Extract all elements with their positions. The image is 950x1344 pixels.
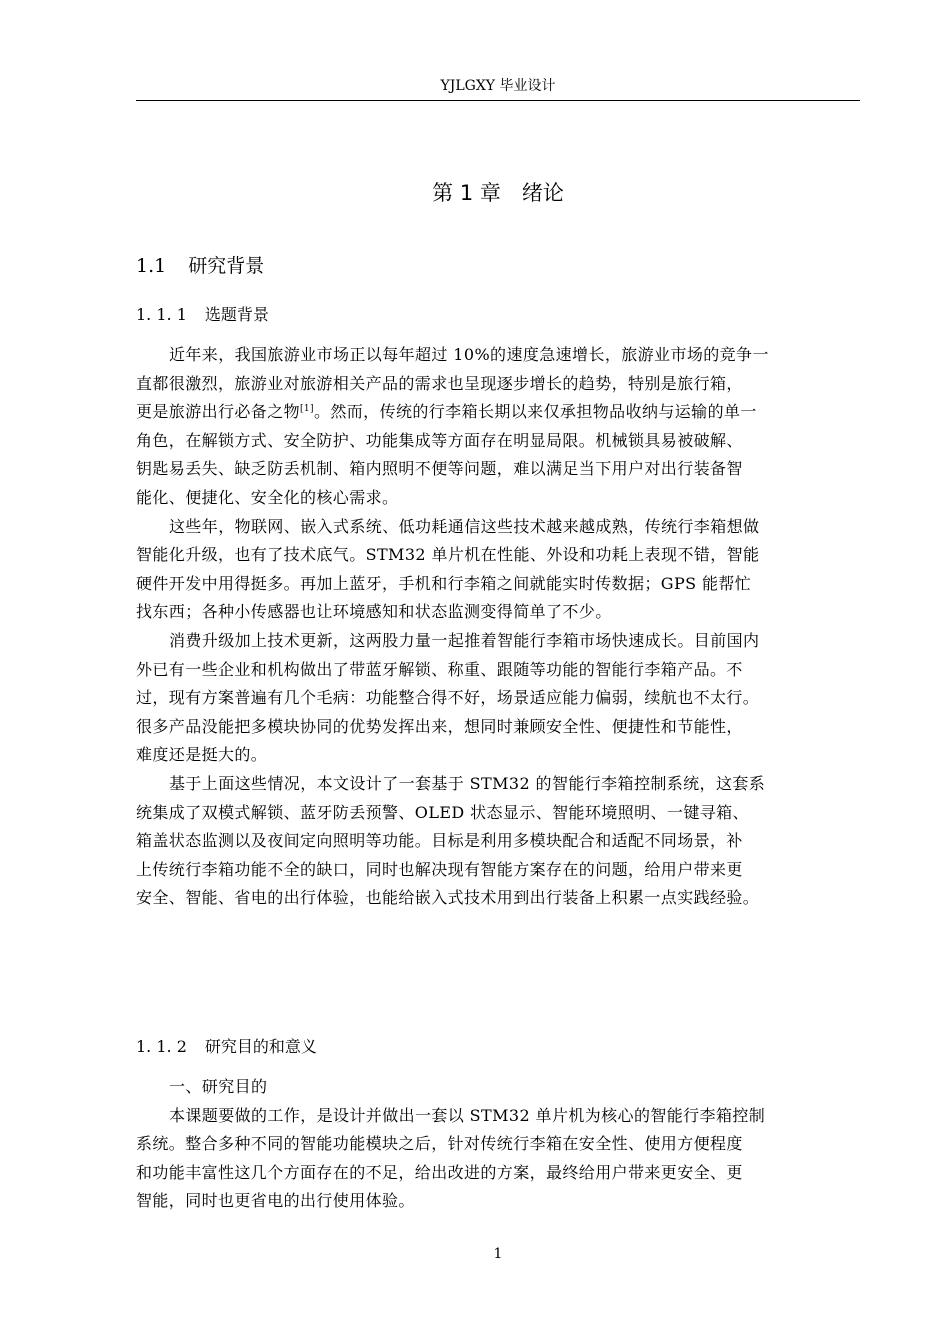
subsection-title: 研究目的和意义 — [204, 1037, 317, 1056]
text-line: 找东西；各种小传感器也让环境感知和状态监测变得简单了不少。 — [136, 602, 612, 622]
text-line: 很多产品没能把多模块协同的优势发挥出来，想同时兼顾安全性、便捷性和节能性， — [136, 716, 743, 736]
text-line: 基于上面这些情况，本文设计了一套基于 STM32 的智能行李箱控制系统，这套系 — [169, 773, 766, 793]
page-number: 1 — [493, 1246, 503, 1262]
text-line: 系统。整合多种不同的智能功能模块之后，针对传统行李箱在安全性、使用方便程度 — [136, 1134, 743, 1154]
text-line: 这些年，物联网、嵌入式系统、低功耗通信这些技术越来越成熟，传统行李箱想做 — [169, 516, 760, 536]
text-line: 过，现有方案普遍有几个毛病：功能整合得不好，场景适应能力偏弱，续航也不太行。 — [136, 688, 760, 708]
text-line: 直都很激烈，旅游业对旅游相关产品的需求也呈现逐步增长的趋势，特别是旅行箱， — [136, 373, 743, 393]
chapter-title: 第 1 章 绪论 — [432, 181, 564, 205]
text-line: 能化、便捷化、安全化的核心需求。 — [136, 487, 399, 507]
section-title: 研究背景 — [188, 255, 265, 277]
text-line: 硬件开发中用得挺多。再加上蓝牙，手机和行李箱之间就能实时传数据；GPS 能帮忙 — [136, 573, 752, 593]
text-span: 。然而，传统的行李箱长期以来仅承担物品收纳与运输的单一 — [313, 402, 757, 422]
subsection-heading-1-1-1 — [136, 302, 269, 328]
section-number: 1.1 — [136, 255, 167, 277]
text-line: 角色，在解锁方式、安全防护、功能集成等方面存在明显局限。机械锁具易被破解、 — [136, 430, 743, 450]
text-line: 本课题要做的工作，是设计并做出一套以 STM32 单片机为核心的智能行李箱控制 — [169, 1105, 766, 1125]
text-line: 安全、智能、省电的出行体验，也能给嵌入式技术用到出行装备上积累一点实践经验。 — [136, 888, 760, 908]
text-line: 消费升级加上技术更新，这两股力量一起推着智能行李箱市场快速成长。目前国内 — [169, 630, 760, 650]
citation-ref[interactable]: [1] — [300, 404, 314, 415]
subsection-number: 1. 1. 2 — [136, 1037, 187, 1056]
text-line: 智能化升级，也有了技术底气。STM32 单片机在性能、外设和功耗上表现不错，智能 — [136, 545, 760, 565]
header-divider — [136, 100, 860, 101]
text-span: 更是旅游出行必备之物 — [136, 402, 301, 422]
text-line: 外已有一些企业和机构做出了带蓝牙解锁、称重、跟随等功能的智能行李箱产品。不 — [136, 659, 743, 679]
text-line: 智能，同时也更省电的出行使用体验。 — [136, 1191, 415, 1211]
body-text-purpose — [136, 1073, 860, 1216]
subsection-number: 1. 1. 1 — [136, 305, 187, 324]
body-text-background — [136, 341, 860, 913]
text-line — [136, 398, 860, 427]
section-heading-1-1 — [136, 251, 264, 281]
text-line: 上传统行李箱功能不全的缺口，同时也解决现有智能方案存在的问题，给用户带来更 — [136, 859, 743, 879]
subsection-title: 选题背景 — [204, 305, 269, 324]
text-line: 和功能丰富性这几个方面存在的不足，给出改进的方案，最终给用户带来更安全、更 — [136, 1162, 743, 1182]
text-line: 箱盖状态监测以及夜间定向照明等功能。目标是利用多模块配合和适配不同场景，补 — [136, 831, 743, 851]
subsection-heading-1-1-2 — [136, 1034, 317, 1060]
text-line: 近年来，我国旅游业市场正以每年超过 10%的速度急速增长，旅游业市场的竞争一 — [169, 345, 769, 364]
text-line: 钥匙易丢失、缺乏防丢机制、箱内照明不便等问题，难以满足当下用户对出行装备智 — [136, 459, 743, 479]
text-line: 难度还是挺大的。 — [136, 745, 268, 765]
text-line: 统集成了双模式解锁、蓝牙防丢预警、OLED 状态显示、智能环境照明、一键寻箱、 — [136, 802, 749, 822]
page-header: YJLGXY 毕业设计 — [440, 78, 556, 94]
list-heading: 一、研究目的 — [169, 1077, 268, 1096]
